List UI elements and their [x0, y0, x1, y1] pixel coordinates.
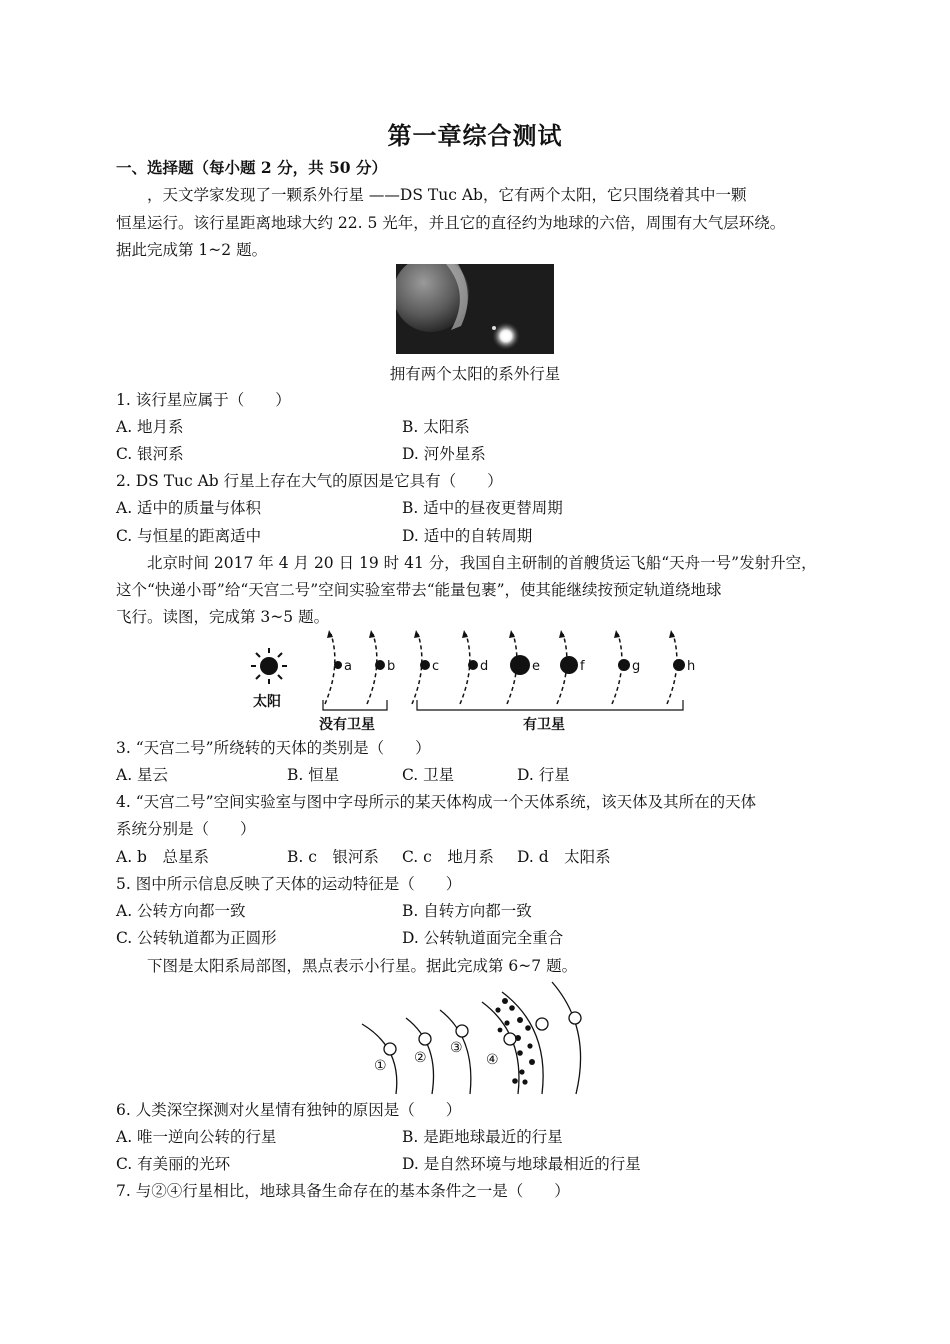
q1-stem: 1. 该行星应属于（ ）: [116, 391, 291, 409]
intro1-line2: 恒星运行。该行星距离地球大约 22. 5 光年，并且它的直径约为地球的六倍，周围有大气层环绕。: [116, 214, 786, 232]
q6-option-d: D. 是自然环境与地球最相近的行星: [402, 1155, 641, 1173]
exoplanet-photo: [396, 264, 554, 354]
q5-option-c: C. 公转轨道都为正圆形: [116, 929, 277, 947]
planet-d: [468, 660, 478, 670]
planet-5: [536, 1018, 548, 1030]
q2-option-c: C. 与恒星的距离适中: [116, 527, 262, 545]
q7-stem: 7. 与②④行星相比，地球具备生命存在的基本条件之一是（ ）: [116, 1182, 570, 1200]
sun-icon: [251, 648, 287, 684]
has-moon-label: 有卫星: [523, 717, 565, 733]
q4-stem-line2: 系统分别是（ ）: [116, 820, 256, 838]
planet-g: [618, 659, 630, 671]
section-heading: 一、选择题（每小题 2 分，共 50 分）: [116, 158, 387, 177]
q6-option-b: B. 是距地球最近的行星: [402, 1128, 563, 1146]
q4-option-a: A. b 总星系: [116, 848, 209, 866]
planet-3: [456, 1025, 468, 1037]
q2-stem: 2. DS Tuc Ab 行星上存在大气的原因是它具有（ ）: [116, 472, 503, 490]
planet-2: [419, 1033, 431, 1045]
planet-6: [569, 1012, 581, 1024]
q5-stem: 5. 图中所示信息反映了天体的运动特征是（ ）: [116, 875, 462, 893]
q3-option-c: C. 卫星: [402, 766, 455, 784]
q6-option-c: C. 有美丽的光环: [116, 1155, 231, 1173]
letter-e: e: [532, 659, 540, 674]
q3-stem: 3. “天宫二号”所绕转的天体的类别是（ ）: [116, 739, 431, 757]
q5-option-b: B. 自转方向都一致: [402, 902, 532, 920]
q5-option-a: A. 公转方向都一致: [116, 902, 246, 920]
q3-option-d: D. 行星: [517, 766, 570, 784]
q6-option-a: A. 唯一逆向公转的行星: [116, 1128, 277, 1146]
letter-c: c: [432, 659, 440, 674]
q2-option-a: A. 适中的质量与体积: [116, 499, 262, 517]
label-2: ②: [414, 1050, 427, 1066]
planet-e: [510, 655, 530, 675]
q4-stem-line1: 4. “天宫二号”空间实验室与图中字母所示的某天体构成一个天体系统，该天体及其所在的天体: [116, 793, 757, 811]
letter-g: g: [632, 659, 641, 674]
intro3: 下图是太阳系局部图，黑点表示小行星。据此完成第 6~7 题。: [147, 957, 578, 975]
planet-orbit-diagram: [245, 626, 705, 738]
q1-option-d: D. 河外星系: [402, 445, 486, 463]
intro1-line3: 据此完成第 1~2 题。: [116, 241, 268, 259]
intro1-line1: ，天文学家发现了一颗系外行星 ——DS Tuc Ab，它有两个太阳，它只围绕着其中一颗: [147, 186, 747, 204]
planet-1: [384, 1043, 396, 1055]
label-1: ①: [374, 1058, 387, 1074]
intro2-line2: 这个“快递小哥”给“天宫二号”空间实验室带去“能量包裹”，使其能继续按预定轨道绕地球: [116, 581, 722, 599]
letter-h: h: [687, 659, 696, 674]
planet-b: [375, 660, 385, 670]
planet-c: [420, 660, 430, 670]
q2-option-b: B. 适中的昼夜更替周期: [402, 499, 563, 517]
label-3: ③: [450, 1040, 463, 1056]
page-title: 第一章综合测试: [387, 121, 563, 150]
letter-f: f: [580, 659, 585, 674]
q2-option-d: D. 适中的自转周期: [402, 527, 533, 545]
q3-option-a: A. 星云: [116, 766, 169, 784]
label-4: ④: [486, 1052, 499, 1068]
sun-label: 太阳: [253, 694, 281, 710]
planet-h: [673, 659, 685, 671]
q1-option-c: C. 银河系: [116, 445, 184, 463]
letter-d: d: [480, 659, 489, 674]
q5-option-d: D. 公转轨道面完全重合: [402, 929, 564, 947]
q4-option-d: D. d 太阳系: [517, 848, 611, 866]
planet-f: [560, 656, 578, 674]
intro2-line3: 飞行。读图，完成第 3~5 题。: [116, 608, 330, 626]
q4-option-c: C. c 地月系: [402, 848, 494, 866]
q1-option-a: A. 地月系: [116, 418, 184, 436]
planet-4: [504, 1033, 516, 1045]
letter-b: b: [387, 659, 396, 674]
no-moon-label: 没有卫星: [319, 717, 375, 733]
solar-system-partial-diagram: [360, 978, 600, 1096]
q4-option-b: B. c 银河系: [287, 848, 379, 866]
photo-caption: 拥有两个太阳的系外行星: [389, 365, 561, 383]
letter-a: a: [344, 659, 352, 674]
planet-a: [334, 661, 342, 669]
intro2-line1: 北京时间 2017 年 4 月 20 日 19 时 41 分，我国自主研制的首艘货运飞船“天舟一号”发射升空，: [147, 554, 817, 572]
q1-option-b: B. 太阳系: [402, 418, 470, 436]
q3-option-b: B. 恒星: [287, 766, 340, 784]
q6-stem: 6. 人类深空探测对火星情有独钟的原因是（ ）: [116, 1101, 462, 1119]
